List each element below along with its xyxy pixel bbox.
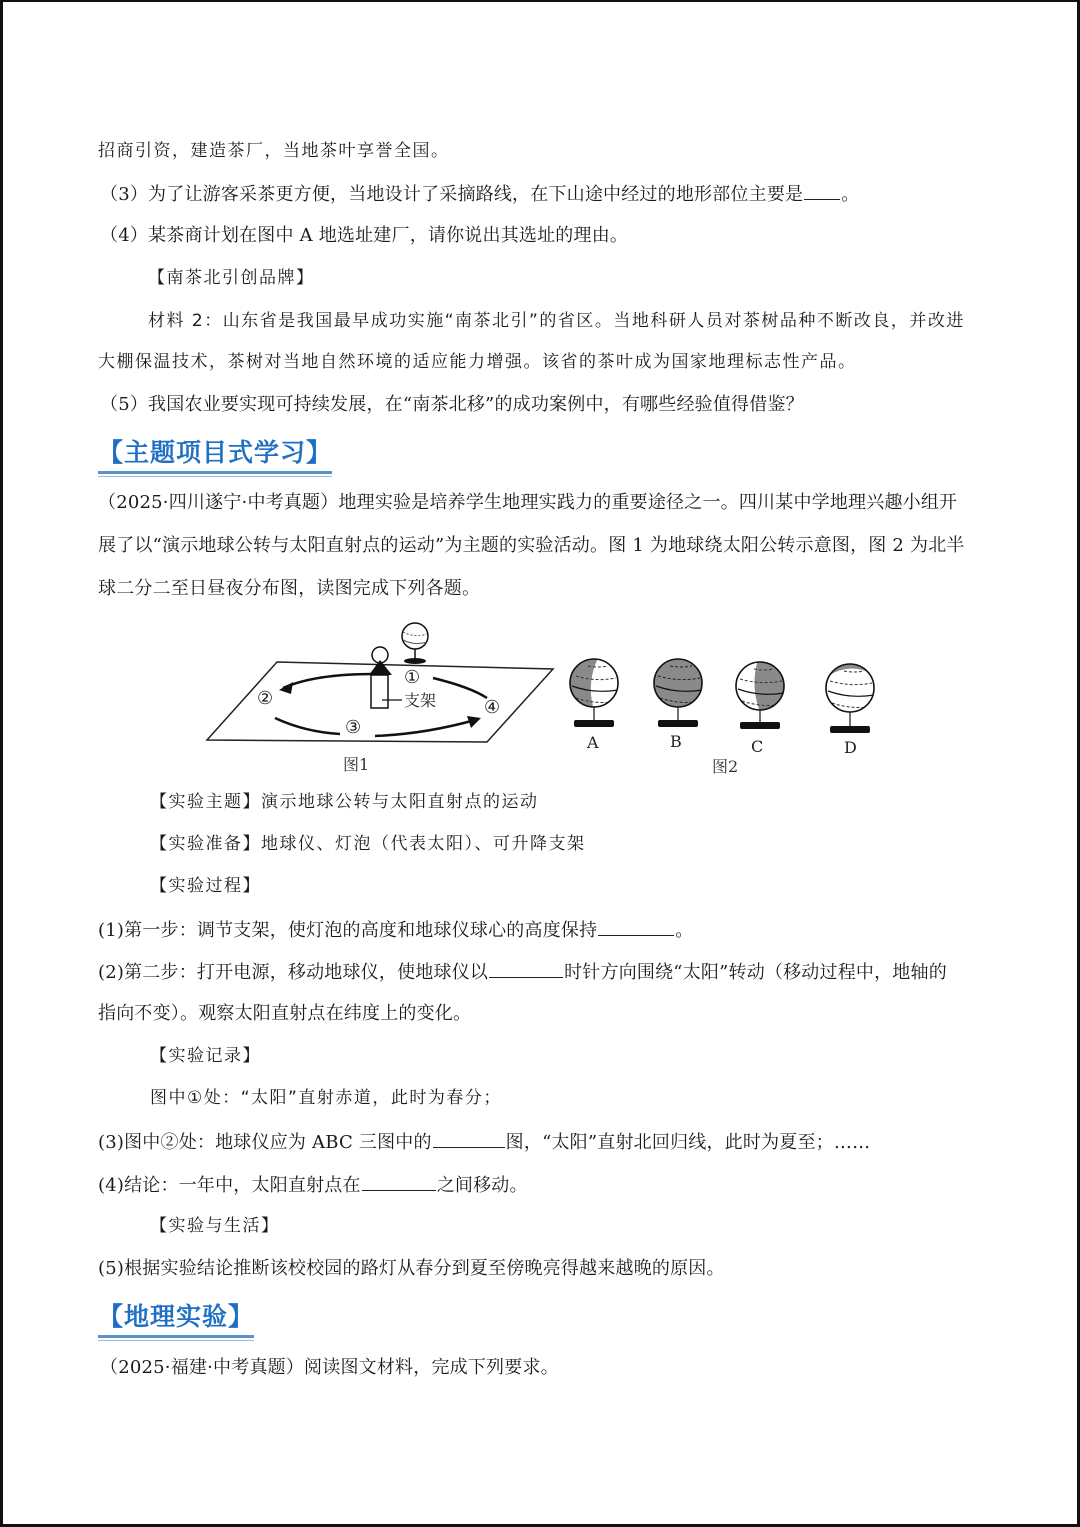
- position-3-label: ③: [345, 717, 362, 738]
- globe-d-icon: [826, 662, 874, 733]
- experiment-intro: （2025·福建·中考真题）阅读图文材料，完成下列要求。: [100, 1357, 559, 1378]
- record-position-1: 图中①处：“太阳”直射赤道，此时为春分；: [150, 1088, 502, 1108]
- experiment-record: 【实验记录】: [150, 1046, 261, 1066]
- globe-a-label: A: [587, 733, 599, 752]
- step-1-end: 。: [675, 920, 694, 941]
- q3-project-text-a: (3)图中②处：地球仪应为 ABC 三图中的: [98, 1132, 432, 1153]
- subheading-south-tea: 【南茶北引创品牌】: [148, 268, 315, 288]
- q4-project-text-a: (4)结论：一年中，太阳直射点在: [98, 1175, 361, 1196]
- project-intro-line-1: （2025·四川遂宁·中考真题）地理实验是培养学生地理实践力的重要途径之一。四川某中学地理兴趣小组开: [98, 492, 958, 513]
- step-2-text-b: 时针方向围绕“太阳”转动（移动过程中，地轴的: [564, 962, 947, 983]
- figure-2-caption: 图2: [712, 757, 739, 776]
- step-2: [98, 959, 947, 985]
- globe-b-icon: [654, 659, 702, 727]
- answer-blank-step-2[interactable]: [489, 959, 563, 978]
- experiment-process: 【实验过程】: [150, 876, 261, 896]
- globe-c-icon: [736, 660, 786, 729]
- section-heading-geography-experiment: 【地理实验】: [98, 1302, 254, 1338]
- q3-text: （3）为了让游客采茶更方便，当地设计了采摘路线，在下山途中经过的地形部位主要是: [100, 184, 804, 205]
- globe-d-label: D: [844, 738, 857, 757]
- globe-c-label: C: [751, 737, 764, 756]
- experiment-and-life: 【实验与生活】: [150, 1216, 280, 1236]
- question-4-project: [98, 1172, 528, 1198]
- step-2-text-a: (2)第二步：打开电源，移动地球仪，使地球仪以: [98, 962, 489, 983]
- globe-a-icon: [570, 658, 618, 727]
- experiment-preparation: 【实验准备】地球仪、灯泡（代表太阳）、可升降支架: [150, 834, 586, 854]
- question-3-tea: [100, 181, 859, 207]
- globe-b-label: B: [670, 732, 682, 751]
- question-3-project: [98, 1129, 870, 1155]
- project-intro-line-3: 球二分二至日昼夜分布图，读图完成下列各题。: [98, 578, 481, 599]
- stand-label: 支架: [404, 691, 437, 710]
- q3-end: 。: [841, 184, 860, 205]
- question-5-tea: （5）我国农业要实现可持续发展，在“南茶北移”的成功案例中，有哪些经验值得借鉴？: [100, 394, 804, 415]
- question-4-tea: （4）某茶商计划在图中 A 地选址建厂，请你说出其选址的理由。: [100, 225, 629, 246]
- answer-blank-q3[interactable]: [433, 1129, 505, 1148]
- tea-continuation: 招商引资，建造茶厂，当地茶叶享誉全国。: [98, 141, 450, 161]
- material-2-line-1: 材料 2：山东省是我国最早成功实施“南茶北引”的省区。当地科研人员对茶树品种不断改良，并改进: [148, 311, 965, 331]
- answer-blank[interactable]: [804, 181, 840, 200]
- step-2-line-2: 指向不变）。观察太阳直射点在纬度上的变化。: [98, 1003, 472, 1024]
- experiment-theme: 【实验主题】演示地球公转与太阳直射点的运动: [150, 792, 539, 812]
- answer-blank-step-1[interactable]: [598, 917, 674, 936]
- question-5-project: (5)根据实验结论推断该校校园的路灯从春分到夏至傍晚亮得越来越晚的原因。: [98, 1258, 725, 1279]
- position-4-label: ④: [484, 697, 501, 718]
- position-1-label: ①: [404, 667, 421, 688]
- position-2-label: ②: [257, 688, 274, 709]
- step-1-text: (1)第一步：调节支架，使灯泡的高度和地球仪球心的高度保持: [98, 920, 598, 941]
- section-heading-project-learning: 【主题项目式学习】: [98, 438, 332, 474]
- figure-2-globes-diagram: [560, 648, 900, 758]
- figure-1-caption: 图1: [343, 755, 370, 774]
- answer-blank-q4[interactable]: [362, 1172, 436, 1191]
- step-1: [98, 917, 694, 943]
- project-intro-line-2: 展了以“演示地球公转与太阳直射点的运动”为主题的实验活动。图 1 为地球绕太阳公转示意图，图 2 为北半: [98, 535, 965, 556]
- figure-1-orbit-diagram: [195, 612, 565, 752]
- material-2-line-2: 大棚保温技术，茶树对当地自然环境的适应能力增强。该省的茶叶成为国家地理标志性产品。: [98, 352, 857, 372]
- q4-project-text-b: 之间移动。: [436, 1175, 528, 1196]
- q3-project-text-b: 图，“太阳”直射北回归线，此时为夏至；……: [505, 1132, 871, 1153]
